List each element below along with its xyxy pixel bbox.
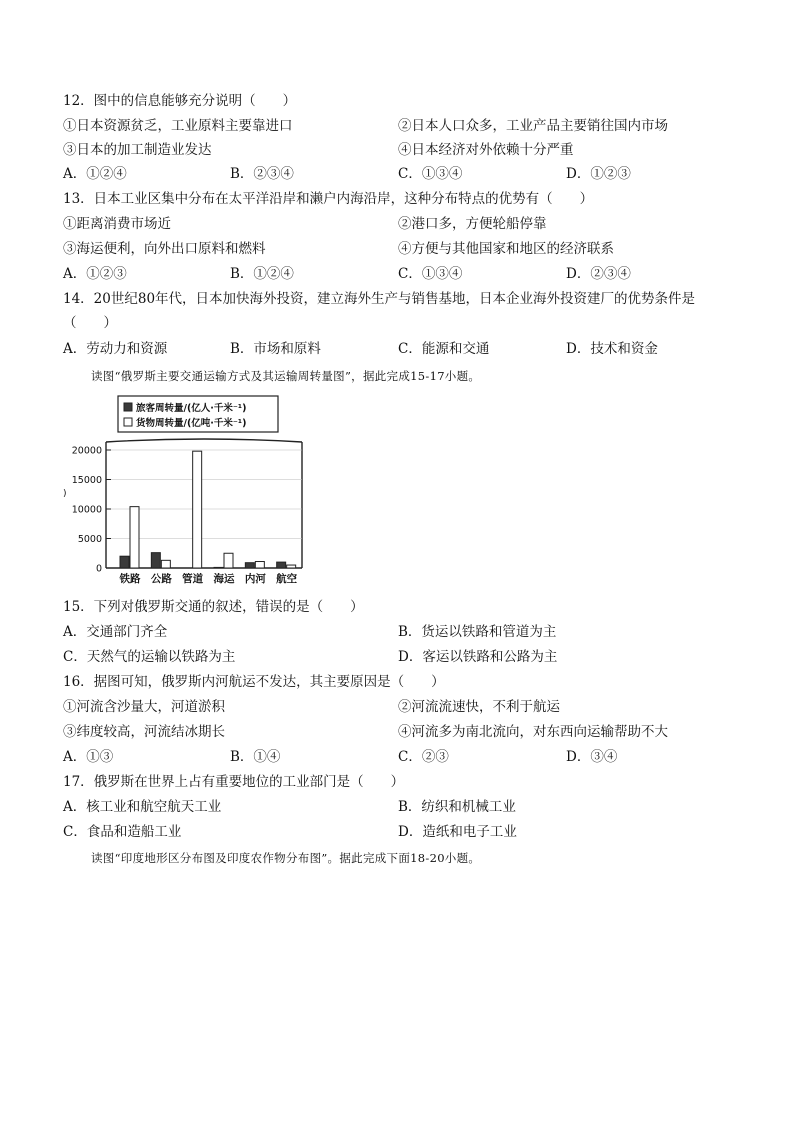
x-tick-label: 公路 (150, 573, 172, 585)
legend-swatch (124, 403, 132, 411)
q16-option-d[interactable]: D．③④ (566, 749, 618, 765)
q16-statement-1: ①河流含沙量大，河道淤积 (63, 699, 225, 715)
bar-passenger (151, 553, 160, 568)
bar-freight (287, 565, 296, 568)
q16-option-b[interactable]: B．①④ (230, 749, 281, 765)
q12-option-b[interactable]: B．②③④ (230, 166, 294, 182)
q12-option-a[interactable]: A．①②④ (63, 166, 127, 182)
q15-option-c[interactable]: C．天然气的运输以铁路为主 (63, 649, 236, 665)
q17-option-c[interactable]: C．食品和造船工业 (63, 824, 182, 840)
y-axis-label-fragment: ) (63, 489, 67, 499)
x-tick-label: 铁路 (119, 573, 141, 585)
y-tick-label: 10000 (71, 504, 102, 516)
q17-option-d[interactable]: D．造纸和电子工业 (398, 824, 517, 840)
q13-statement-2: ②港口多，方便轮船停靠 (398, 216, 547, 232)
q16-option-c[interactable]: C．②③ (398, 749, 449, 765)
bar-passenger (277, 562, 286, 568)
q13-statement-4: ④方便与其他国家和地区的经济联系 (398, 241, 614, 257)
y-tick-label: 5000 (77, 534, 102, 545)
bar-freight (255, 562, 264, 568)
q13-option-c[interactable]: C．①③④ (398, 266, 463, 282)
bar-passenger (120, 556, 129, 568)
x-tick-label: 管道 (182, 573, 204, 585)
q15-option-b[interactable]: B．货运以铁路和管道为主 (398, 624, 557, 640)
russia-transport-chart (62, 392, 308, 586)
q14-option-b[interactable]: B．市场和原料 (230, 341, 321, 357)
q14-stem-continued: （ ） (63, 315, 117, 331)
q12-statement-1: ①日本资源贫乏，工业原料主要靠进口 (63, 118, 293, 134)
q14-option-d[interactable]: D．技术和资金 (566, 341, 658, 357)
q13-option-a[interactable]: A．①②③ (63, 266, 127, 282)
intro-18-20: 读图“印度地形区分布图及印度农作物分布图”。据此完成下面18-20小题。 (91, 851, 481, 865)
q13-option-d[interactable]: D．②③④ (566, 266, 631, 282)
bar-passenger (214, 567, 223, 568)
x-tick-label: 海运 (213, 573, 235, 585)
q13-stem: 13．日本工业区集中分布在太平洋沿岸和濑户内海沿岸，这种分布特点的优势有（ ） (63, 191, 594, 207)
q15-option-d[interactable]: D．客运以铁路和公路为主 (398, 649, 558, 665)
q14-stem: 14．20世纪80年代，日本加快海外投资，建立海外生产与销售基地，日本企业海外投资建厂的优势条件是 (63, 291, 696, 307)
q13-statement-3: ③海运便利，向外出口原料和燃料 (63, 241, 266, 257)
q16-option-a[interactable]: A．①③ (63, 749, 114, 765)
bar-freight (161, 560, 170, 568)
bar-freight (193, 451, 202, 568)
bar-freight (130, 507, 139, 568)
q12-statement-4: ④日本经济对外依赖十分严重 (398, 142, 574, 158)
x-tick-label: 内河 (244, 573, 266, 585)
q12-option-c[interactable]: C．①③④ (398, 166, 463, 182)
q12-stem: 12．图中的信息能够充分说明（ ） (63, 93, 297, 109)
q15-option-a[interactable]: A．交通部门齐全 (63, 624, 168, 640)
q15-stem: 15．下列对俄罗斯交通的叙述，错误的是（ ） (63, 599, 364, 615)
legend-label: 货物周转量/(亿吨·千米⁻¹) (136, 418, 247, 429)
legend-label: 旅客周转量/(亿人·千米⁻¹) (136, 403, 247, 414)
y-tick-label: 15000 (71, 475, 102, 486)
x-tick-label: 航空 (276, 573, 298, 585)
intro-15-17: 读图“俄罗斯主要交通运输方式及其运输周转量图”，据此完成15-17小题。 (91, 369, 481, 383)
q12-option-d[interactable]: D．①②③ (566, 166, 631, 182)
y-tick-label: 0 (95, 563, 102, 575)
q14-option-a[interactable]: A．劳动力和资源 (63, 341, 168, 357)
legend-swatch (124, 418, 132, 426)
q13-option-b[interactable]: B．①②④ (230, 266, 294, 282)
bar-freight (224, 553, 233, 568)
q16-statement-3: ③纬度较高，河流结冰期长 (63, 724, 225, 740)
y-tick-label: 20000 (71, 445, 102, 457)
q16-statement-4: ④河流多为南北流向，对东西向运输帮助不大 (398, 724, 668, 740)
q14-option-c[interactable]: C．能源和交通 (398, 341, 490, 357)
q12-statement-3: ③日本的加工制造业发达 (63, 142, 212, 158)
q13-statement-1: ①距离消费市场近 (63, 216, 171, 232)
q17-option-a[interactable]: A．核工业和航空航天工业 (63, 799, 222, 815)
q17-stem: 17．俄罗斯在世界上占有重要地位的工业部门是（ ） (63, 774, 405, 790)
q16-statement-2: ②河流流速快，不利于航运 (398, 699, 560, 715)
q16-stem: 16．据图可知，俄罗斯内河航运不发达，其主要原因是（ ） (63, 674, 445, 690)
q17-option-b[interactable]: B．纺织和机械工业 (398, 799, 516, 815)
plot-top-border (106, 439, 302, 442)
bar-passenger (245, 563, 254, 568)
q12-statement-2: ②日本人口众多，工业产品主要销往国内市场 (398, 118, 668, 134)
